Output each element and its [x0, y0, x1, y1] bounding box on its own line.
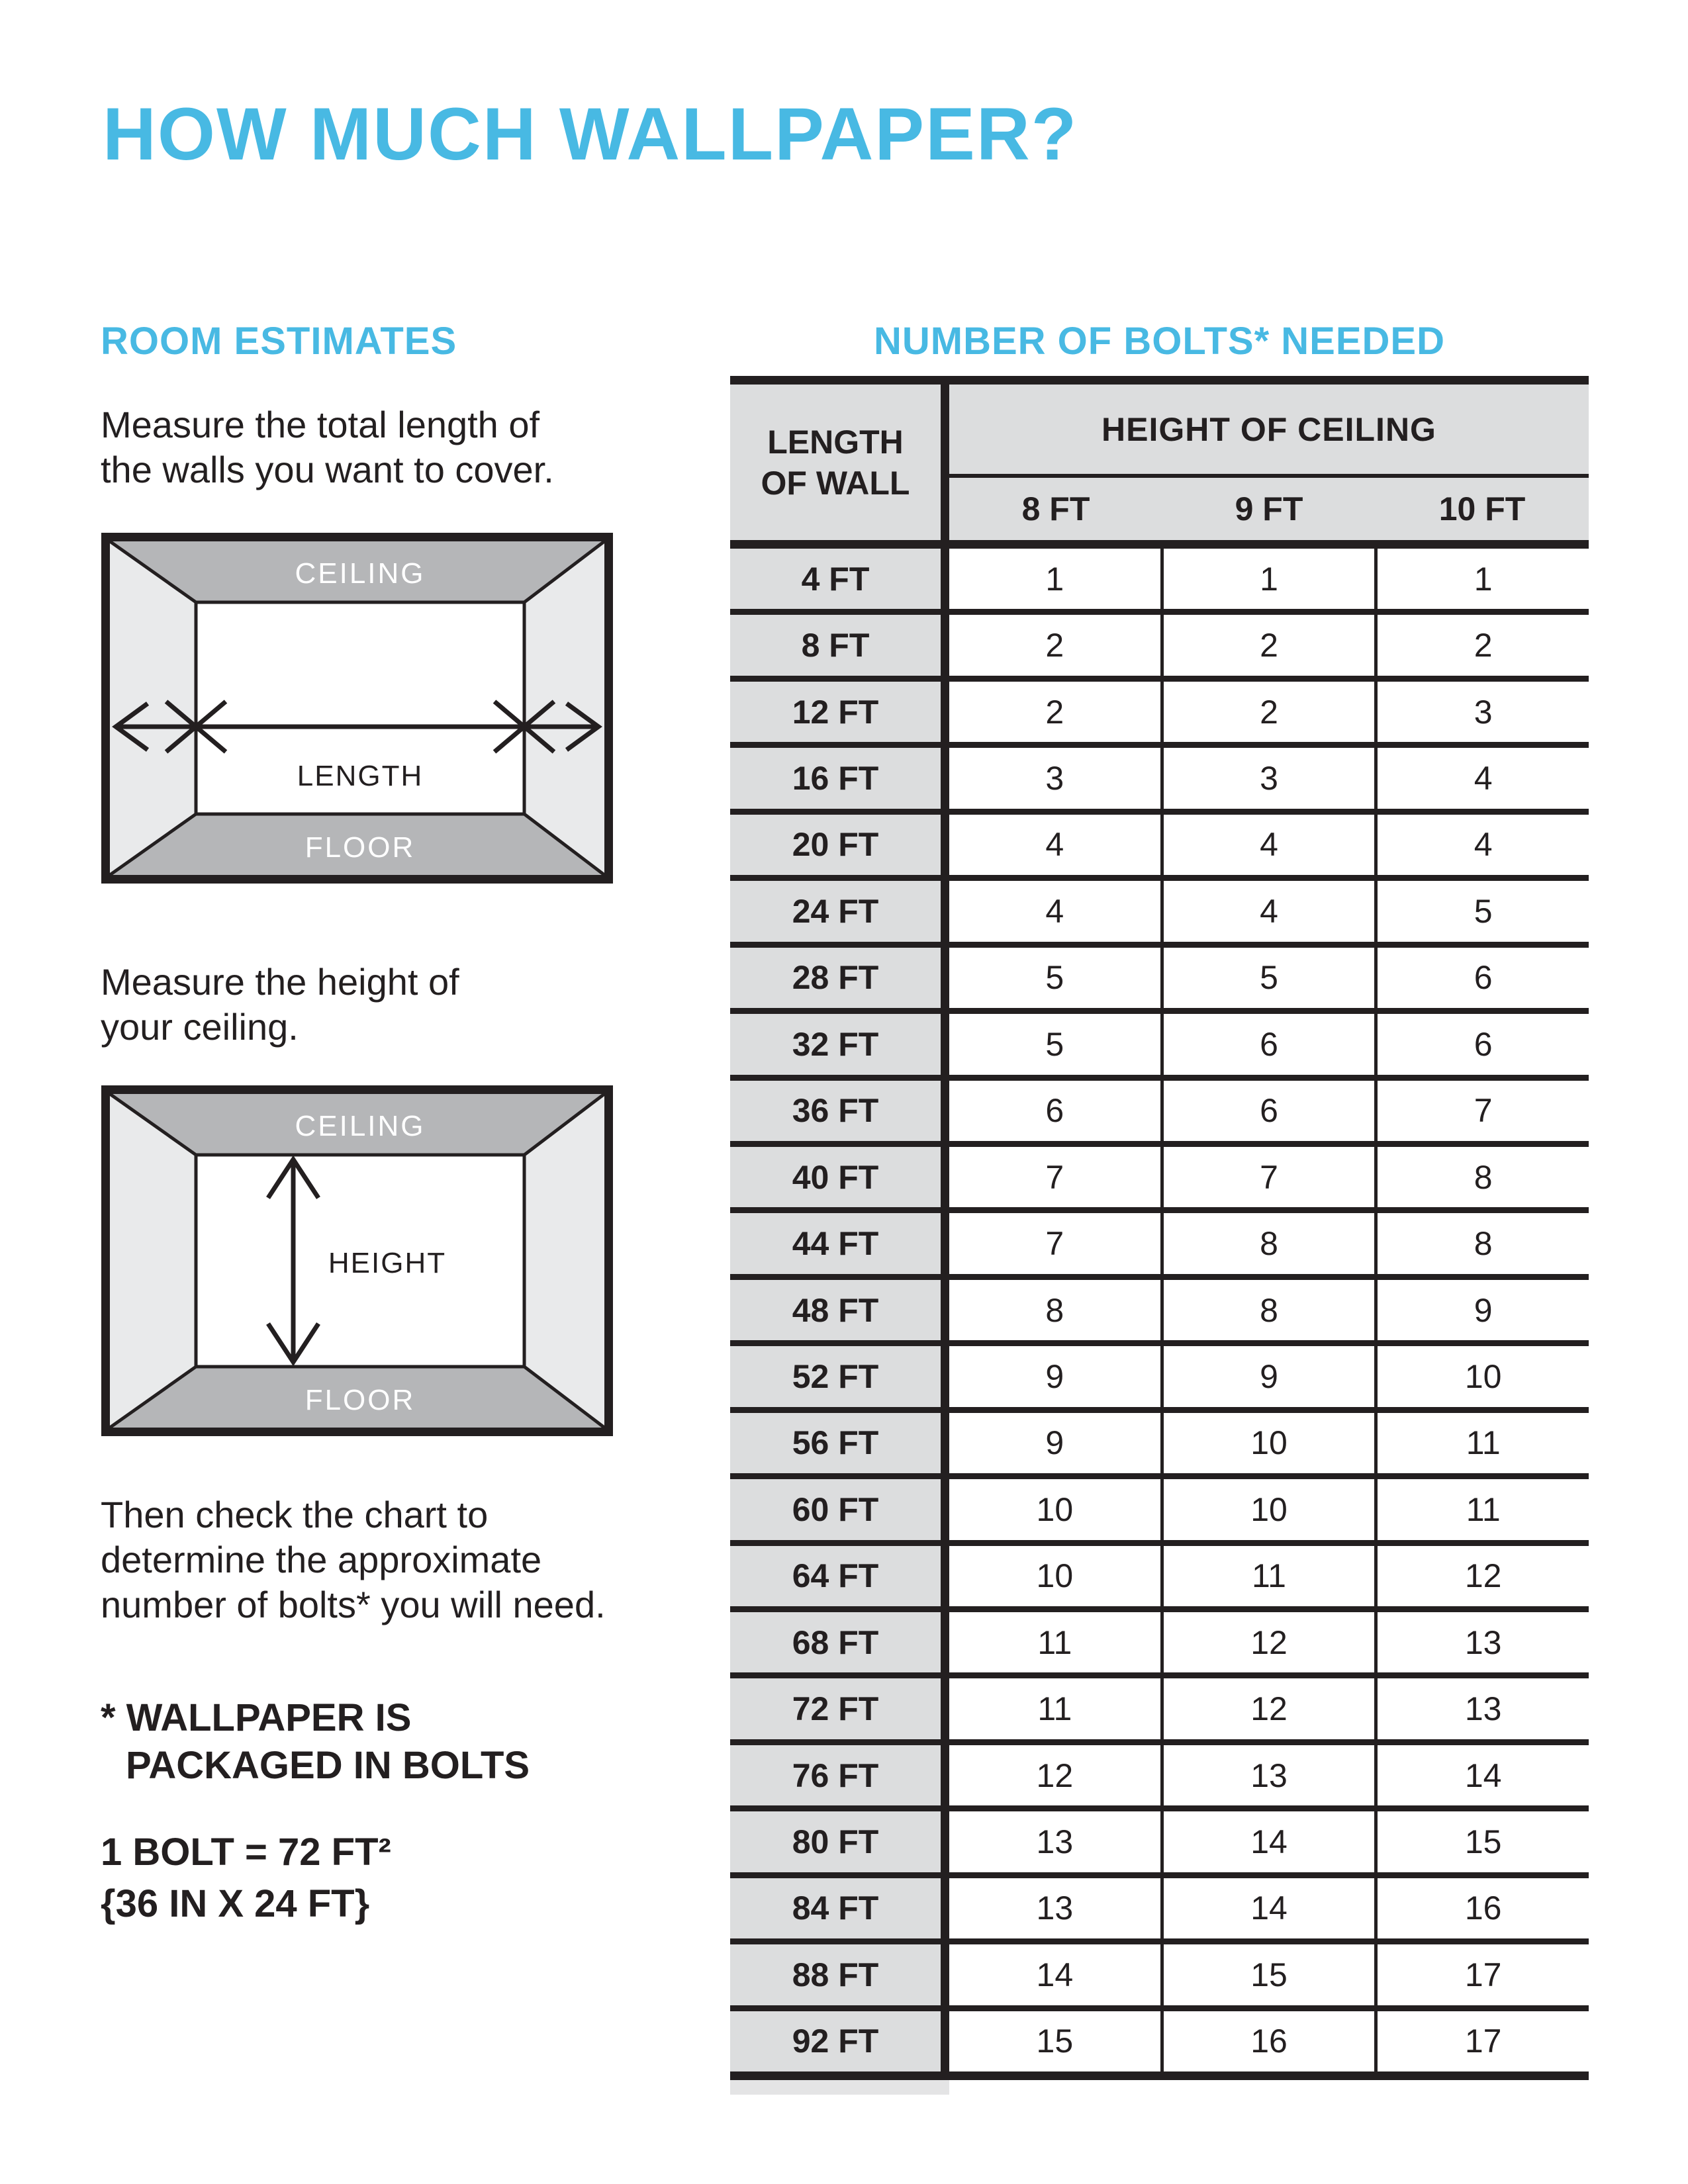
table-body	[730, 549, 1589, 2071]
text-line: 1 BOLT = 72 FT²	[101, 1831, 391, 1874]
row-header-wall-length: 16 FT	[730, 748, 949, 808]
table-row	[730, 1540, 1589, 1606]
column-group	[949, 385, 1589, 540]
length-dimension-label: LENGTH	[297, 760, 424, 792]
text-line: PACKAGED IN BOLTS	[126, 1744, 530, 1787]
bolt-count-cell: 11	[1160, 1546, 1375, 1606]
table-row	[730, 2005, 1589, 2071]
table-row	[730, 676, 1589, 742]
bolt-count-cell: 8	[1160, 1280, 1375, 1340]
text-line: your ceiling.	[101, 1006, 299, 1048]
text-line: Measure the height of	[101, 961, 459, 1003]
table-row	[730, 1872, 1589, 1938]
row-header-wall-length: 36 FT	[730, 1081, 949, 1141]
row-header-wall-length: 28 FT	[730, 948, 949, 1008]
bolt-count-cell: 2	[1374, 615, 1589, 675]
bolt-count-cell: 11	[949, 1678, 1160, 1739]
bolt-count-cell: 3	[949, 748, 1160, 808]
bolt-count-cell: 5	[1374, 881, 1589, 941]
text-line: {36 IN X 24 FT}	[101, 1882, 370, 1925]
bolt-count-cell: 11	[949, 1612, 1160, 1672]
bolt-count-cell: 1	[1160, 549, 1375, 609]
table-row	[730, 1606, 1589, 1672]
row-header-wall-length: 44 FT	[730, 1213, 949, 1273]
text-line: OF WALL	[761, 464, 910, 502]
column-headers	[949, 478, 1589, 540]
bolt-count-cell: 4	[949, 815, 1160, 875]
row-header-wall-length: 56 FT	[730, 1413, 949, 1473]
table-row	[730, 875, 1589, 941]
bolt-count-cell: 6	[1374, 948, 1589, 1008]
bolt-count-cell: 4	[1374, 815, 1589, 875]
table-row	[730, 1207, 1589, 1273]
row-header-wall-length: 4 FT	[730, 549, 949, 609]
table-row	[730, 1805, 1589, 1872]
row-header-wall-length: 92 FT	[730, 2011, 949, 2071]
ceiling-label: CEILING	[295, 1110, 426, 1142]
instruction-measure-height	[101, 960, 459, 1050]
page-title: HOW MUCH WALLPAPER?	[103, 93, 1078, 175]
table-row	[730, 1075, 1589, 1141]
bolt-count-cell: 4	[1374, 748, 1589, 808]
bolt-count-cell: 9	[949, 1346, 1160, 1406]
bolt-count-cell: 10	[1160, 1413, 1375, 1473]
row-header-wall-length: 88 FT	[730, 1944, 949, 2005]
row-header-wall-length: 68 FT	[730, 1612, 949, 1672]
row-header-wall-length: 84 FT	[730, 1878, 949, 1938]
text-line: LENGTH	[767, 423, 904, 461]
bolt-count-cell: 12	[1374, 1546, 1589, 1606]
bolt-count-cell: 17	[1374, 1944, 1589, 2005]
bolt-count-cell: 2	[949, 615, 1160, 675]
text-line: the walls you want to cover.	[101, 449, 554, 490]
footnote-wallpaper-bolts	[101, 1694, 530, 1790]
bolt-count-cell: 6	[949, 1081, 1160, 1141]
table-row	[730, 742, 1589, 808]
bolt-count-cell: 6	[1160, 1081, 1375, 1141]
bolt-count-cell: 5	[949, 1014, 1160, 1074]
bolt-count-cell: 7	[949, 1213, 1160, 1273]
column-header-10ft: 10 FT	[1438, 490, 1526, 527]
footnote-bolt-size	[101, 1827, 391, 1930]
column-header-9ft: 9 FT	[1235, 490, 1303, 527]
row-header-wall-length: 48 FT	[730, 1280, 949, 1340]
bolt-count-cell: 13	[1160, 1745, 1375, 1805]
bolt-count-cell: 11	[1374, 1413, 1589, 1473]
bolt-count-cell: 16	[1160, 2011, 1375, 2071]
bolt-count-cell: 7	[949, 1147, 1160, 1207]
row-header-wall-length: 80 FT	[730, 1811, 949, 1872]
floor-label: FLOOR	[305, 1384, 416, 1416]
row-header-wall-length: 8 FT	[730, 615, 949, 675]
table-row	[730, 809, 1589, 875]
text-line: number of bolts* you will need.	[101, 1584, 606, 1625]
height-dimension-label: HEIGHT	[328, 1247, 447, 1279]
bolt-count-cell: 13	[949, 1811, 1160, 1872]
row-header-wall-length: 76 FT	[730, 1745, 949, 1805]
bolt-count-cell: 10	[949, 1479, 1160, 1539]
bolt-count-cell: 2	[1160, 615, 1375, 675]
text-line: determine the approximate	[101, 1539, 542, 1580]
bolt-count-cell: 15	[949, 2011, 1160, 2071]
bolts-table	[730, 376, 1589, 2080]
room-height-diagram	[101, 1085, 613, 1436]
row-group-header	[730, 385, 949, 540]
instruction-measure-length	[101, 402, 554, 492]
bolt-count-cell: 5	[1160, 948, 1375, 1008]
table-header	[730, 385, 1589, 549]
row-header-wall-length: 64 FT	[730, 1546, 949, 1606]
room-estimates-heading: ROOM ESTIMATES	[101, 320, 457, 363]
table-row	[730, 1340, 1589, 1406]
row-header-wall-length: 32 FT	[730, 1014, 949, 1074]
table-row	[730, 1008, 1589, 1074]
bolt-count-cell: 15	[1374, 1811, 1589, 1872]
bolts-needed-heading: NUMBER OF BOLTS* NEEDED	[874, 320, 1445, 363]
bolt-count-cell: 13	[1374, 1678, 1589, 1739]
bolt-count-cell: 8	[1374, 1147, 1589, 1207]
bolt-count-cell: 9	[1160, 1346, 1375, 1406]
bolt-count-cell: 4	[1160, 881, 1375, 941]
bolt-count-cell: 2	[1160, 682, 1375, 742]
bolt-count-cell: 12	[1160, 1612, 1375, 1672]
bolt-count-cell: 1	[949, 549, 1160, 609]
table-row	[730, 1141, 1589, 1207]
bolt-count-cell: 12	[949, 1745, 1160, 1805]
text-line: * WALLPAPER IS	[101, 1696, 412, 1739]
bolt-count-cell: 10	[949, 1546, 1160, 1606]
bolt-count-cell: 2	[949, 682, 1160, 742]
bolt-count-cell: 14	[1160, 1811, 1375, 1872]
bolt-count-cell: 8	[949, 1280, 1160, 1340]
bolt-count-cell: 15	[1160, 1944, 1375, 2005]
bolt-count-cell: 13	[949, 1878, 1160, 1938]
text-line: Then check the chart to	[101, 1494, 489, 1535]
bolt-count-cell: 11	[1374, 1479, 1589, 1539]
bolt-count-cell: 13	[1374, 1612, 1589, 1672]
row-header-wall-length: 12 FT	[730, 682, 949, 742]
bolt-count-cell: 14	[1160, 1878, 1375, 1938]
column-header-8ft: 8 FT	[1021, 490, 1090, 527]
row-header-wall-length: 52 FT	[730, 1346, 949, 1406]
instruction-check-chart	[101, 1492, 606, 1627]
bolt-count-cell: 9	[949, 1413, 1160, 1473]
table-row	[730, 1473, 1589, 1539]
bolt-count-cell: 5	[949, 948, 1160, 1008]
bolt-count-cell: 3	[1160, 748, 1375, 808]
floor-label: FLOOR	[305, 831, 416, 864]
bolt-count-cell: 1	[1374, 549, 1589, 609]
table-footer-shadow	[730, 2080, 949, 2095]
row-header-wall-length: 40 FT	[730, 1147, 949, 1207]
bolt-count-cell: 4	[1160, 815, 1375, 875]
bolt-count-cell: 6	[1160, 1014, 1375, 1074]
column-group-header: HEIGHT OF CEILING	[949, 385, 1589, 478]
bolt-count-cell: 14	[949, 1944, 1160, 2005]
table-row	[730, 1274, 1589, 1340]
bolt-count-cell: 12	[1160, 1678, 1375, 1739]
bolt-count-cell: 8	[1374, 1213, 1589, 1273]
room-length-diagram	[101, 533, 613, 884]
table-row	[730, 609, 1589, 675]
bolt-count-cell: 17	[1374, 2011, 1589, 2071]
table-row	[730, 1672, 1589, 1739]
bolt-count-cell: 4	[949, 881, 1160, 941]
bolt-count-cell: 10	[1374, 1346, 1589, 1406]
table-row	[730, 942, 1589, 1008]
row-header-wall-length: 72 FT	[730, 1678, 949, 1739]
bolt-count-cell: 16	[1374, 1878, 1589, 1938]
bolt-count-cell: 8	[1160, 1213, 1375, 1273]
ceiling-label: CEILING	[295, 557, 426, 590]
table-row	[730, 549, 1589, 609]
bolt-count-cell: 6	[1374, 1014, 1589, 1074]
bolt-count-cell: 7	[1160, 1147, 1375, 1207]
bolt-count-cell: 10	[1160, 1479, 1375, 1539]
row-header-wall-length: 60 FT	[730, 1479, 949, 1539]
text-line: Measure the total length of	[101, 404, 540, 445]
table-row	[730, 1407, 1589, 1473]
bolt-count-cell: 3	[1374, 682, 1589, 742]
table-row	[730, 1739, 1589, 1805]
table-row	[730, 1938, 1589, 2005]
bolt-count-cell: 14	[1374, 1745, 1589, 1805]
bolt-count-cell: 9	[1374, 1280, 1589, 1340]
row-header-wall-length: 24 FT	[730, 881, 949, 941]
row-header-wall-length: 20 FT	[730, 815, 949, 875]
bolt-count-cell: 7	[1374, 1081, 1589, 1141]
